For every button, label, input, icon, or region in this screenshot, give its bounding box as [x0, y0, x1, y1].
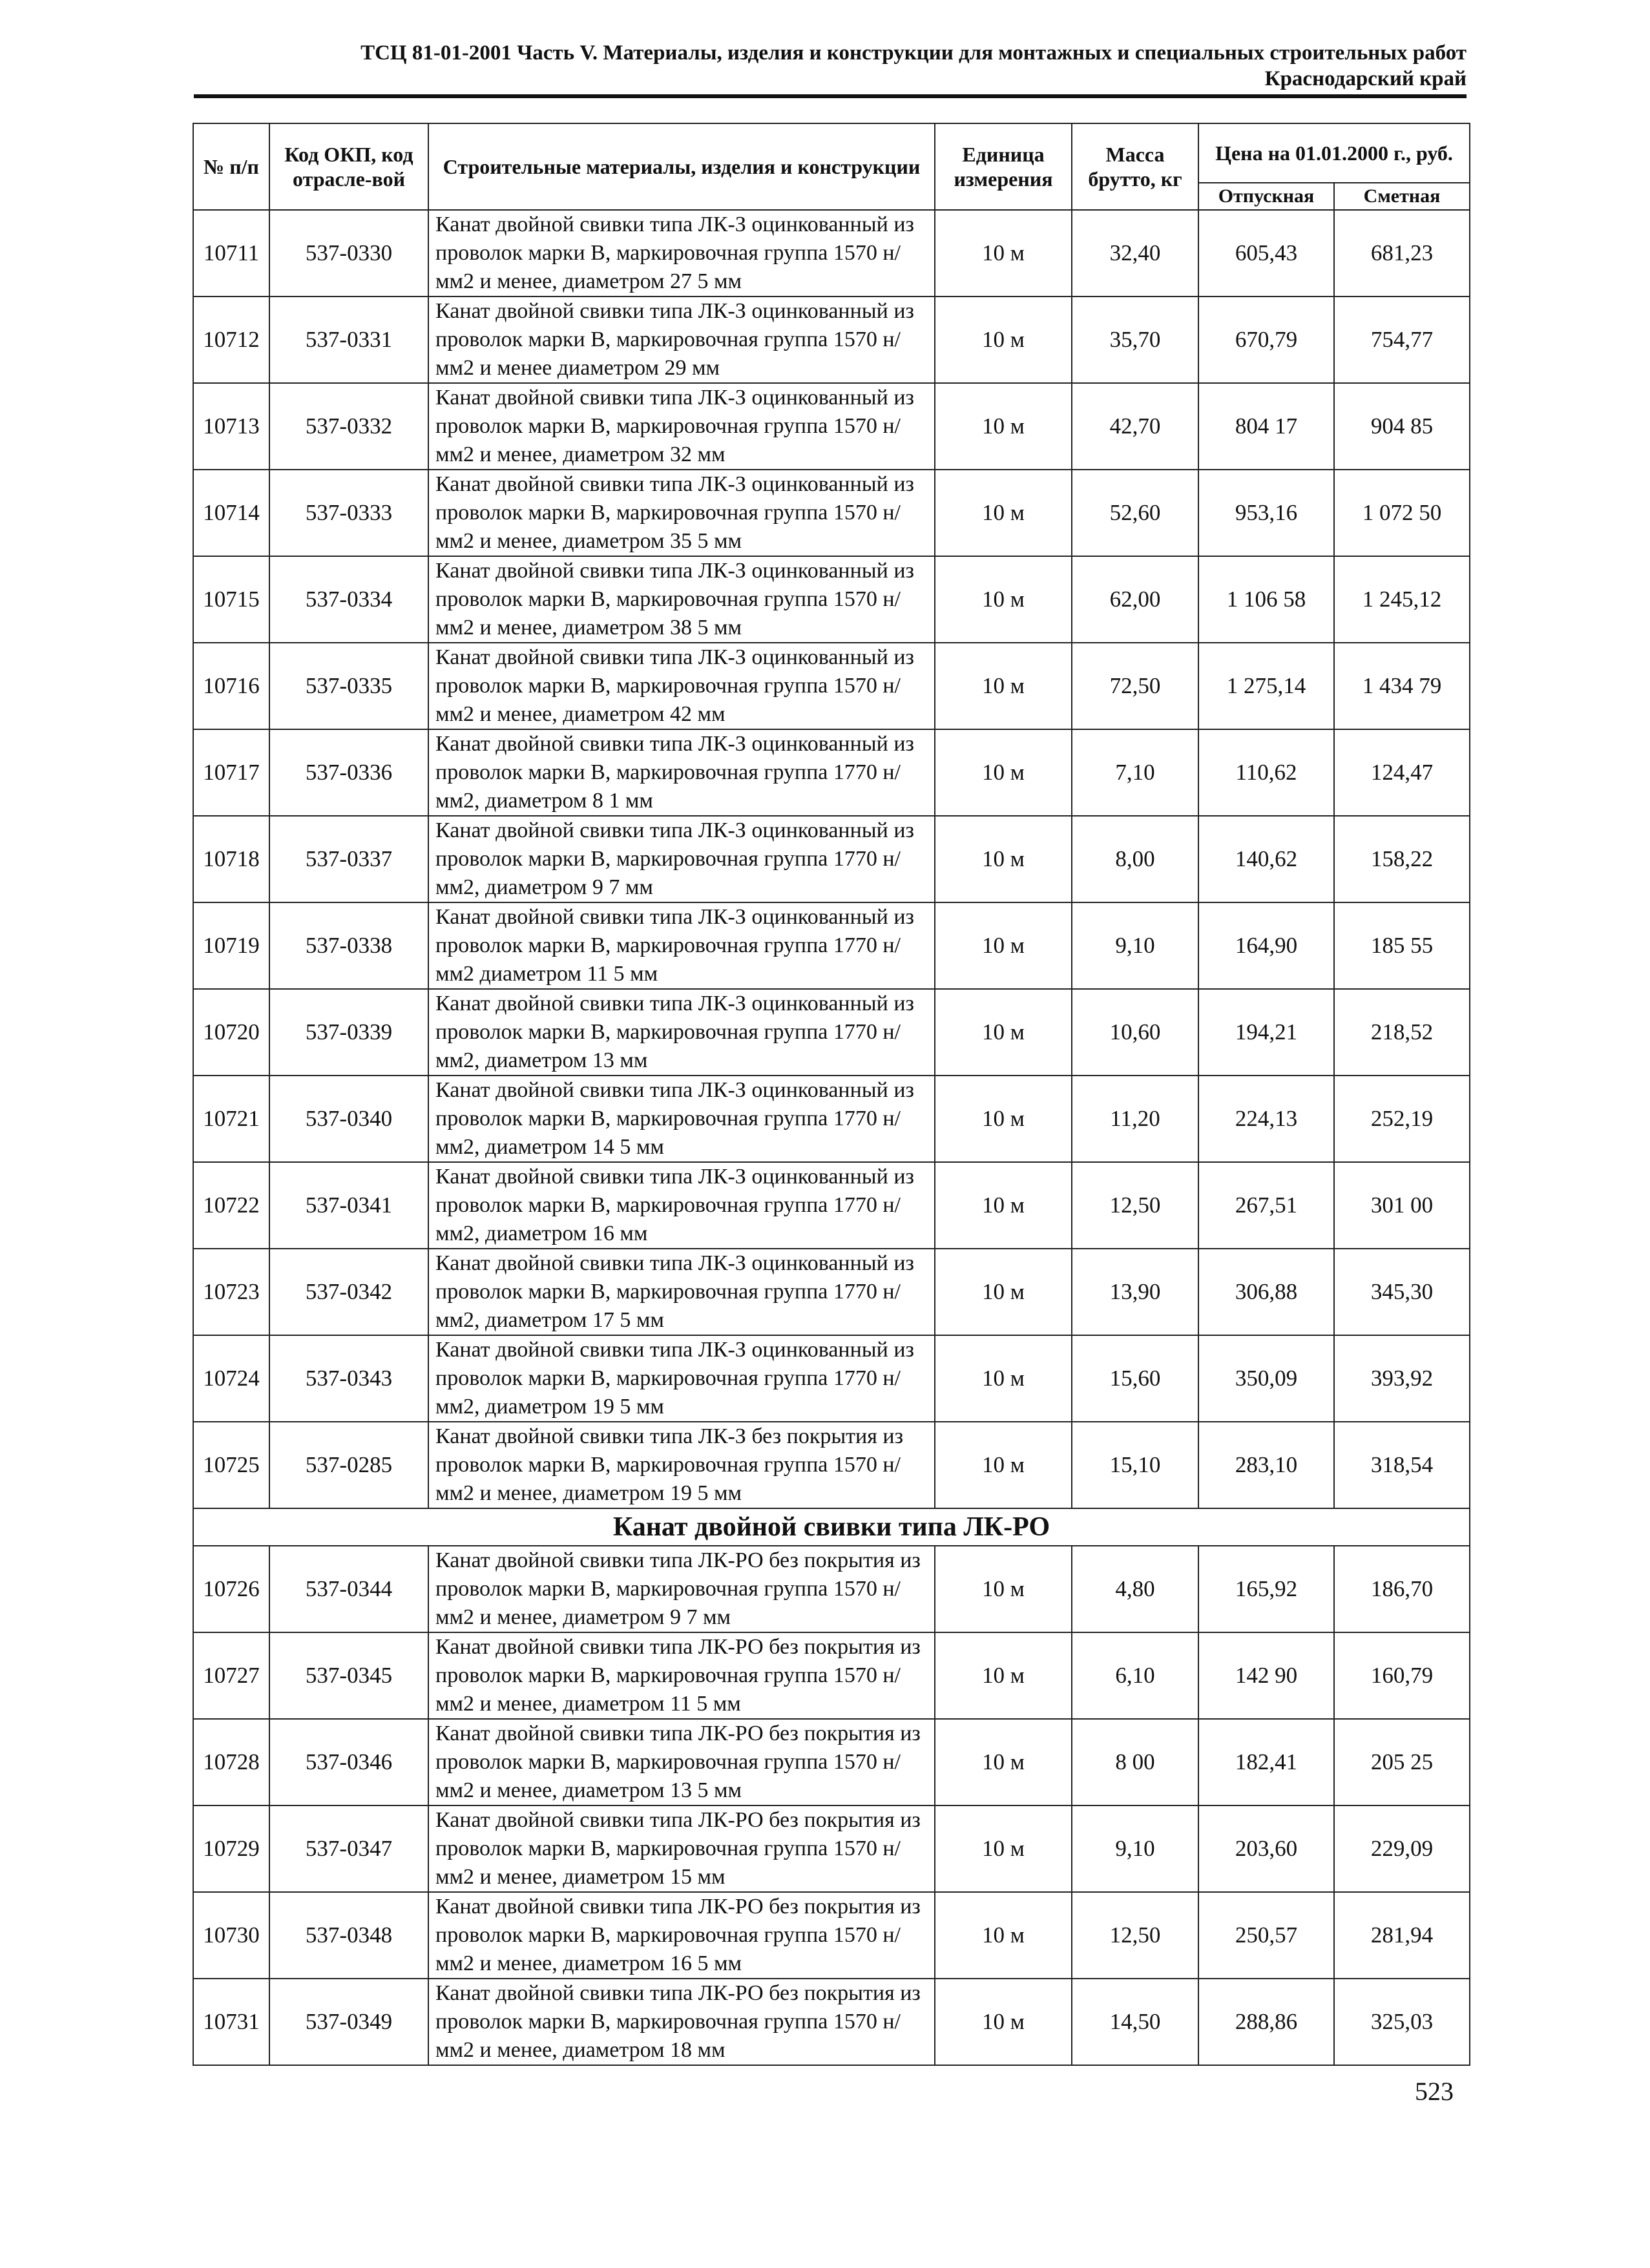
cell-price-estimate: 124,47	[1334, 729, 1470, 816]
cell-price-sale: 140,62	[1198, 816, 1334, 902]
cell-unit: 10 м	[935, 1422, 1072, 1508]
section-header-row	[193, 1508, 1470, 1546]
cell-code: 537-0343	[269, 1335, 428, 1422]
cell-unit: 10 м	[935, 729, 1072, 816]
cell-description: Канат двойной свивки типа ЛК-З оцинкованный из проволок марки В, маркировочная группа 1570 н/мм2 и менее, диаметром 27 5 мм	[428, 210, 935, 297]
cell-price-estimate: 160,79	[1334, 1632, 1470, 1719]
col-header-num: № п/п	[193, 123, 269, 210]
cell-price-estimate: 1 072 50	[1334, 470, 1470, 556]
header-region: Краснодарский край	[1264, 67, 1467, 90]
cell-unit: 10 м	[935, 470, 1072, 556]
cell-unit: 10 м	[935, 556, 1072, 643]
cell-num: 10716	[193, 643, 269, 729]
cell-num: 10720	[193, 989, 269, 1076]
cell-unit: 10 м	[935, 1805, 1072, 1892]
cell-mass: 7,10	[1072, 729, 1198, 816]
cell-description: Канат двойной свивки типа ЛК-З оцинкованный из проволок марки В, маркировочная группа 1770 н/мм2, диаметром 16 мм	[428, 1162, 935, 1249]
cell-price-estimate: 681,23	[1334, 210, 1470, 297]
cell-mass: 6,10	[1072, 1632, 1198, 1719]
cell-mass: 42,70	[1072, 383, 1198, 470]
table-row	[193, 1892, 1470, 1979]
cell-mass: 11,20	[1072, 1076, 1198, 1162]
cell-price-estimate: 754,77	[1334, 297, 1470, 383]
table-row	[193, 1632, 1470, 1719]
cell-price-sale: 283,10	[1198, 1422, 1334, 1508]
col-header-price-group: Цена на 01.01.2000 г., руб.	[1198, 123, 1470, 183]
cell-code: 537-0344	[269, 1546, 428, 1632]
cell-code: 537-0349	[269, 1979, 428, 2065]
cell-mass: 14,50	[1072, 1979, 1198, 2065]
section-title: Канат двойной свивки типа ЛК-РО	[193, 1508, 1470, 1546]
cell-num: 10729	[193, 1805, 269, 1892]
cell-unit: 10 м	[935, 1335, 1072, 1422]
cell-num: 10717	[193, 729, 269, 816]
cell-code: 537-0341	[269, 1162, 428, 1249]
cell-num: 10728	[193, 1719, 269, 1805]
cell-description: Канат двойной свивки типа ЛК-З оцинкованный из проволок марки В, маркировочная группа 1770 н/мм2 диаметром 11 5 мм	[428, 902, 935, 989]
table-row	[193, 470, 1470, 556]
page-header	[194, 40, 1467, 92]
cell-description: Канат двойной свивки типа ЛК-РО без покрытия из проволок марки В, маркировочная группа 1570 н/мм2 и менее, диаметром 13 5 мм	[428, 1719, 935, 1805]
table-row	[193, 556, 1470, 643]
cell-price-sale: 267,51	[1198, 1162, 1334, 1249]
cell-code: 537-0331	[269, 297, 428, 383]
cell-num: 10714	[193, 470, 269, 556]
cell-mass: 12,50	[1072, 1162, 1198, 1249]
table-row	[193, 1249, 1470, 1335]
cell-unit: 10 м	[935, 383, 1072, 470]
cell-unit: 10 м	[935, 1249, 1072, 1335]
cell-price-sale: 194,21	[1198, 989, 1334, 1076]
cell-num: 10724	[193, 1335, 269, 1422]
cell-code: 537-0336	[269, 729, 428, 816]
cell-price-sale: 110,62	[1198, 729, 1334, 816]
cell-description: Канат двойной свивки типа ЛК-РО без покрытия из проволок марки В, маркировочная группа 1570 н/мм2 и менее, диаметром 9 7 мм	[428, 1546, 935, 1632]
cell-num: 10713	[193, 383, 269, 470]
cell-price-sale: 164,90	[1198, 902, 1334, 989]
cell-price-sale: 182,41	[1198, 1719, 1334, 1805]
cell-unit: 10 м	[935, 902, 1072, 989]
table-row	[193, 729, 1470, 816]
cell-code: 537-0337	[269, 816, 428, 902]
cell-code: 537-0334	[269, 556, 428, 643]
table-row	[193, 1546, 1470, 1632]
cell-price-sale: 1 275,14	[1198, 643, 1334, 729]
cell-description: Канат двойной свивки типа ЛК-РО без покрытия из проволок марки В, маркировочная группа 1570 н/мм2 и менее, диаметром 15 мм	[428, 1805, 935, 1892]
cell-description: Канат двойной свивки типа ЛК-З без покрытия из проволок марки В, маркировочная группа 1570 н/мм2 и менее, диаметром 19 5 мм	[428, 1422, 935, 1508]
cell-price-sale: 203,60	[1198, 1805, 1334, 1892]
cell-num: 10721	[193, 1076, 269, 1162]
cell-price-sale: 605,43	[1198, 210, 1334, 297]
cell-description: Канат двойной свивки типа ЛК-РО без покрытия из проволок марки В, маркировочная группа 1570 н/мм2 и менее, диаметром 11 5 мм	[428, 1632, 935, 1719]
table-row	[193, 383, 1470, 470]
cell-code: 537-0332	[269, 383, 428, 470]
cell-mass: 8 00	[1072, 1719, 1198, 1805]
cell-num: 10711	[193, 210, 269, 297]
table-row	[193, 1076, 1470, 1162]
cell-price-estimate: 252,19	[1334, 1076, 1470, 1162]
cell-description: Канат двойной свивки типа ЛК-З оцинкованный из проволок марки В, маркировочная группа 1770 н/мм2, диаметром 17 5 мм	[428, 1249, 935, 1335]
cell-price-estimate: 205 25	[1334, 1719, 1470, 1805]
cell-description: Канат двойной свивки типа ЛК-З оцинкованный из проволок марки В, маркировочная группа 1570 н/мм2 и менее, диаметром 38 5 мм	[428, 556, 935, 643]
table-row	[193, 643, 1470, 729]
cell-code: 537-0333	[269, 470, 428, 556]
cell-price-sale: 670,79	[1198, 297, 1334, 383]
price-table	[193, 123, 1470, 2066]
cell-num: 10731	[193, 1979, 269, 2065]
cell-price-sale: 288,86	[1198, 1979, 1334, 2065]
cell-unit: 10 м	[935, 643, 1072, 729]
cell-unit: 10 м	[935, 989, 1072, 1076]
cell-price-estimate: 158,22	[1334, 816, 1470, 902]
cell-mass: 12,50	[1072, 1892, 1198, 1979]
page-number: 523	[1415, 2077, 1454, 2106]
cell-price-sale: 250,57	[1198, 1892, 1334, 1979]
cell-unit: 10 м	[935, 1719, 1072, 1805]
cell-price-estimate: 325,03	[1334, 1979, 1470, 2065]
cell-num: 10727	[193, 1632, 269, 1719]
col-header-mass: Масса брутто, кг	[1072, 123, 1198, 210]
cell-mass: 9,10	[1072, 1805, 1198, 1892]
cell-description: Канат двойной свивки типа ЛК-З оцинкованный из проволок марки В, маркировочная группа 1770 н/мм2, диаметром 14 5 мм	[428, 1076, 935, 1162]
cell-mass: 52,60	[1072, 470, 1198, 556]
cell-mass: 15,60	[1072, 1335, 1198, 1422]
cell-num: 10725	[193, 1422, 269, 1508]
cell-mass: 15,10	[1072, 1422, 1198, 1508]
cell-price-estimate: 185 55	[1334, 902, 1470, 989]
cell-price-estimate: 229,09	[1334, 1805, 1470, 1892]
cell-code: 537-0348	[269, 1892, 428, 1979]
cell-unit: 10 м	[935, 210, 1072, 297]
cell-code: 537-0339	[269, 989, 428, 1076]
cell-description: Канат двойной свивки типа ЛК-З оцинкованный из проволок марки В, маркировочная группа 1570 н/мм2 и менее, диаметром 42 мм	[428, 643, 935, 729]
cell-price-sale: 804 17	[1198, 383, 1334, 470]
cell-description: Канат двойной свивки типа ЛК-З оцинкованный из проволок марки В, маркировочная группа 1770 н/мм2, диаметром 13 мм	[428, 989, 935, 1076]
cell-unit: 10 м	[935, 1076, 1072, 1162]
header-title: ТСЦ 81-01-2001 Часть V. Материалы, изделия и конструкции для монтажных и специальных строительных работ	[360, 41, 1467, 65]
cell-code: 537-0342	[269, 1249, 428, 1335]
cell-description: Канат двойной свивки типа ЛК-З оцинкованный из проволок марки В, маркировочная группа 1570 н/мм2 и менее, диаметром 32 мм	[428, 383, 935, 470]
cell-num: 10719	[193, 902, 269, 989]
cell-mass: 4,80	[1072, 1546, 1198, 1632]
cell-num: 10730	[193, 1892, 269, 1979]
cell-code: 537-0347	[269, 1805, 428, 1892]
cell-description: Канат двойной свивки типа ЛК-З оцинкованный из проволок марки В, маркировочная группа 1770 н/мм2, диаметром 9 7 мм	[428, 816, 935, 902]
header-rule	[194, 94, 1467, 98]
cell-price-sale: 224,13	[1198, 1076, 1334, 1162]
table-row	[193, 1979, 1470, 2065]
cell-num: 10722	[193, 1162, 269, 1249]
cell-code: 537-0346	[269, 1719, 428, 1805]
cell-mass: 8,00	[1072, 816, 1198, 902]
cell-unit: 10 м	[935, 297, 1072, 383]
cell-num: 10718	[193, 816, 269, 902]
cell-price-estimate: 1 245,12	[1334, 556, 1470, 643]
cell-mass: 13,90	[1072, 1249, 1198, 1335]
col-header-unit: Единица измерения	[935, 123, 1072, 210]
table-row	[193, 816, 1470, 902]
cell-unit: 10 м	[935, 1632, 1072, 1719]
table-row	[193, 1162, 1470, 1249]
table-row	[193, 1805, 1470, 1892]
cell-num: 10723	[193, 1249, 269, 1335]
cell-description: Канат двойной свивки типа ЛК-З оцинкованный из проволок марки В, маркировочная группа 1570 н/мм2 и менее диаметром 29 мм	[428, 297, 935, 383]
cell-price-sale: 953,16	[1198, 470, 1334, 556]
cell-description: Канат двойной свивки типа ЛК-З оцинкованный из проволок марки В, маркировочная группа 1570 н/мм2 и менее, диаметром 35 5 мм	[428, 470, 935, 556]
cell-mass: 35,70	[1072, 297, 1198, 383]
table-row	[193, 210, 1470, 297]
table-row	[193, 1719, 1470, 1805]
cell-unit: 10 м	[935, 1162, 1072, 1249]
cell-price-sale: 350,09	[1198, 1335, 1334, 1422]
cell-mass: 10,60	[1072, 989, 1198, 1076]
cell-price-estimate: 218,52	[1334, 989, 1470, 1076]
cell-num: 10726	[193, 1546, 269, 1632]
col-header-desc: Строительные материалы, изделия и конструкции	[428, 123, 935, 210]
cell-num: 10712	[193, 297, 269, 383]
table-row	[193, 297, 1470, 383]
table-body	[193, 210, 1470, 2065]
cell-mass: 9,10	[1072, 902, 1198, 989]
cell-mass: 32,40	[1072, 210, 1198, 297]
cell-price-sale: 306,88	[1198, 1249, 1334, 1335]
cell-price-estimate: 904 85	[1334, 383, 1470, 470]
cell-code: 537-0345	[269, 1632, 428, 1719]
col-header-price-estimate: Сметная	[1334, 183, 1470, 210]
cell-code: 537-0330	[269, 210, 428, 297]
cell-price-estimate: 318,54	[1334, 1422, 1470, 1508]
cell-price-sale: 165,92	[1198, 1546, 1334, 1632]
cell-price-estimate: 345,30	[1334, 1249, 1470, 1335]
cell-description: Канат двойной свивки типа ЛК-З оцинкованный из проволок марки В, маркировочная группа 1770 н/мм2, диаметром 8 1 мм	[428, 729, 935, 816]
cell-unit: 10 м	[935, 1979, 1072, 2065]
col-header-code: Код ОКП, код отрасле-вой	[269, 123, 428, 210]
table-row	[193, 1335, 1470, 1422]
cell-price-estimate: 393,92	[1334, 1335, 1470, 1422]
cell-code: 537-0335	[269, 643, 428, 729]
cell-price-estimate: 1 434 79	[1334, 643, 1470, 729]
table-row	[193, 1422, 1470, 1508]
table-row	[193, 989, 1470, 1076]
cell-price-sale: 142 90	[1198, 1632, 1334, 1719]
table-row	[193, 902, 1470, 989]
cell-price-estimate: 186,70	[1334, 1546, 1470, 1632]
cell-num: 10715	[193, 556, 269, 643]
cell-price-sale: 1 106 58	[1198, 556, 1334, 643]
cell-code: 537-0285	[269, 1422, 428, 1508]
cell-price-estimate: 281,94	[1334, 1892, 1470, 1979]
cell-unit: 10 м	[935, 816, 1072, 902]
cell-code: 537-0338	[269, 902, 428, 989]
cell-description: Канат двойной свивки типа ЛК-РО без покрытия из проволок марки В, маркировочная группа 1570 н/мм2 и менее, диаметром 18 мм	[428, 1979, 935, 2065]
cell-description: Канат двойной свивки типа ЛК-З оцинкованный из проволок марки В, маркировочная группа 1770 н/мм2, диаметром 19 5 мм	[428, 1335, 935, 1422]
cell-mass: 62,00	[1072, 556, 1198, 643]
cell-description: Канат двойной свивки типа ЛК-РО без покрытия из проволок марки В, маркировочная группа 1570 н/мм2 и менее, диаметром 16 5 мм	[428, 1892, 935, 1979]
cell-unit: 10 м	[935, 1892, 1072, 1979]
cell-price-estimate: 301 00	[1334, 1162, 1470, 1249]
col-header-price-sale: Отпускная	[1198, 183, 1334, 210]
cell-mass: 72,50	[1072, 643, 1198, 729]
cell-unit: 10 м	[935, 1546, 1072, 1632]
cell-code: 537-0340	[269, 1076, 428, 1162]
